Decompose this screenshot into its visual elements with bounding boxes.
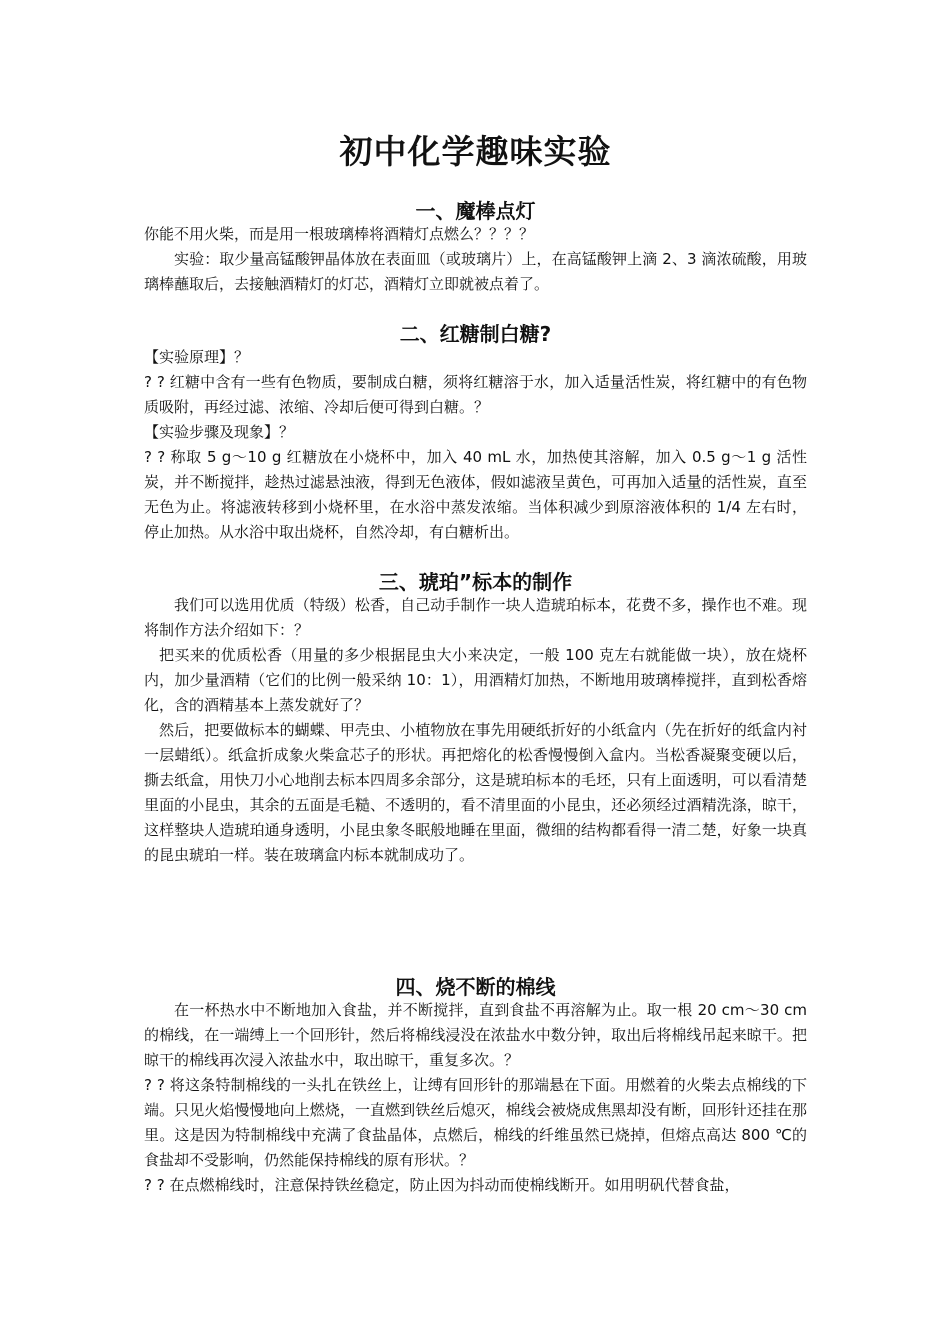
document-content bbox=[144, 126, 807, 1198]
paragraph: ? ? 红糖中含有一些有色物质，要制成白糖，须将红糖溶于水，加入适量活性炭，将红糖中的有色物质吸附，再经过滤、浓缩、冷却后便可得到白糖。？ bbox=[144, 373, 807, 416]
section-brown-sugar bbox=[144, 321, 807, 545]
section-heading: 二、红糖制白糖? bbox=[399, 322, 552, 346]
section-unburnable-thread bbox=[144, 974, 807, 1198]
paragraph: 【实验步骤及现象】？ bbox=[144, 423, 295, 441]
paragraph: 然后，把要做标本的蝴蝶、甲壳虫、小植物放在事先用硬纸折好的小纸盒内（先在折好的纸盒内衬一层蜡纸）。纸盒折成象火柴盒芯子的形状。再把熔化的松香慢慢倒入盒内。当松香凝聚变硬以后，撕去纸盒，用快刀小心地削去标本四周多余部分，这是琥珀标本的毛坯，只有上面透明，可以看清楚里面的小昆虫，其余的五面是毛糙、不透明的，看不清里面的小昆虫，还必须经过酒精洗涤，晾干，这样整块人造琥珀通身透明，小昆虫象冬眠般地睡在里面，微细的结构都看得一清二楚，好象一块真的昆虫琥珀一样。装在玻璃盒内标本就制成功了。 bbox=[144, 721, 807, 864]
paragraph: 把买来的优质松香（用量的多少根据昆虫大小来决定，一般 100 克左右就能做一块），放在烧杯内，加少量酒精（它们的比例一般采纳 10：1），用酒精灯加热，不断地用玻璃棒搅拌，直到松香熔化，含的酒精基本上蒸发就好了？ bbox=[144, 646, 807, 714]
paragraph: 我们可以选用优质（特级）松香，自己动手制作一块人造琥珀标本，花费不多，操作也不难。现将制作方法介绍如下：？ bbox=[144, 596, 807, 639]
section-heading: 一、魔棒点灯 bbox=[415, 199, 536, 223]
section-heading: 四、烧不断的棉线 bbox=[395, 975, 556, 999]
paragraph: ? ? 称取 5 g～10 g 红糖放在小烧杯中，加入 40 mL 水，加热使其溶解，加入 0.5 g～1 g 活性炭，并不断搅拌，趁热过滤悬浊液，得到无色液体，假如滤液呈黄色，可再加入适量的活性炭，直至无色为止。将滤液转移到小烧杯里，在水浴中蒸发浓缩。当体积减少到原溶液体积的 1/4 左右时，停止加热。从水浴中取出烧杯，自然冷却，有白糖析出。 bbox=[144, 448, 807, 541]
paragraph: 在一杯热水中不断地加入食盐，并不断搅拌，直到食盐不再溶解为止。取一根 20 cm～30 cm 的棉线，在一端缚上一个回形针，然后将棉线浸没在浓盐水中数分钟，取出后将棉线吊起来晾干。把晾干的棉线再次浸入浓盐水中，取出晾干，重复多次。？ bbox=[144, 1001, 807, 1069]
paragraph: ? ? 在点燃棉线时，注意保持铁丝稳定，防止因为抖动而使棉线断开。如用明矾代替食盐， bbox=[144, 1176, 740, 1194]
section-amber-specimen bbox=[144, 569, 807, 868]
paragraph: 【实验原理】？ bbox=[144, 348, 250, 366]
section-magic-wand bbox=[144, 198, 807, 297]
paragraph: 实验：取少量高锰酸钾晶体放在表面皿（或玻璃片）上，在高锰酸钾上滴 2、3 滴浓硫酸，用玻璃棒蘸取后，去接触酒精灯的灯芯，酒精灯立即就被点着了。 bbox=[144, 250, 807, 293]
paragraph: 你能不用火柴，而是用一根玻璃棒将酒精灯点燃么？？？？ bbox=[144, 225, 535, 243]
document-title: 初中化学趣味实验 bbox=[339, 132, 612, 171]
section-heading: 三、琥珀”标本的制作 bbox=[378, 570, 573, 594]
paragraph: ? ? 将这条特制棉线的一头扎在铁丝上，让缚有回形针的那端悬在下面。用燃着的火柴去点棉线的下端。只见火焰慢慢地向上燃烧，一直燃到铁丝后熄灭，棉线会被烧成焦黑却没有断，回形针还挂在那里。这是因为特制棉线中充满了食盐晶体，点燃后，棉线的纤维虽然已烧掉，但熔点高达 800 ℃的食盐却不受影响，仍然能保持棉线的原有形状。？ bbox=[144, 1076, 807, 1169]
